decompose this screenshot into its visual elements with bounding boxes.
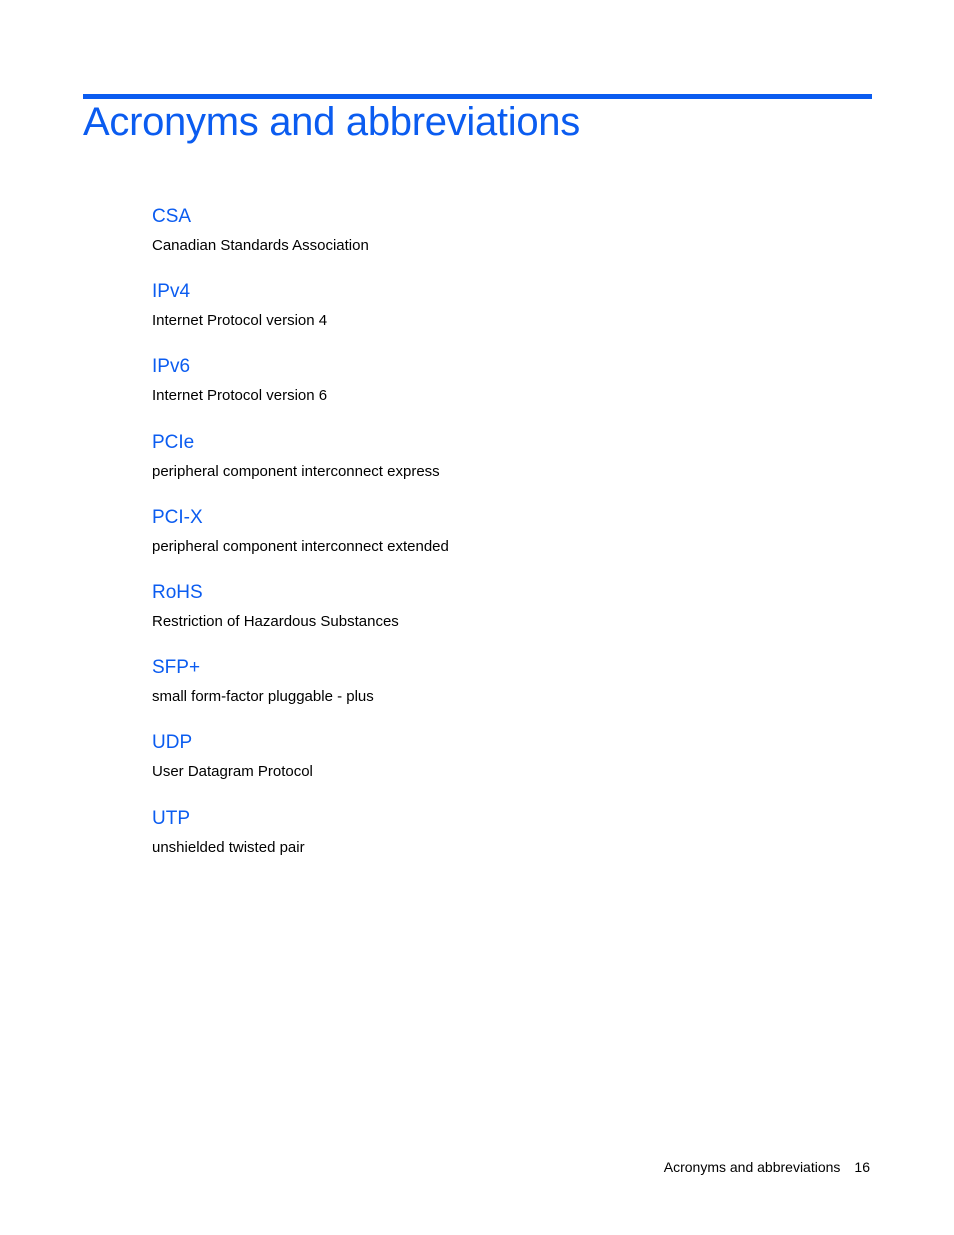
acronym-term: PCI-X (152, 506, 203, 528)
acronym-entry (152, 205, 852, 280)
acronym-definition: peripheral component interconnect extended (152, 537, 449, 555)
acronym-term: UTP (152, 807, 190, 829)
page-title: Acronyms and abbreviations (83, 100, 580, 144)
acronym-term: IPv4 (152, 281, 191, 303)
acronym-term: PCIe (152, 431, 195, 453)
acronym-term: IPv6 (152, 356, 191, 378)
acronym-definition: peripheral component interconnect express (152, 462, 440, 480)
acronym-term: RoHS (152, 581, 203, 603)
acronym-entry (152, 731, 852, 806)
acronym-definition: Internet Protocol version 4 (152, 312, 328, 330)
acronym-term: SFP+ (152, 657, 201, 679)
acronym-definition: Restriction of Hazardous Substances (152, 612, 399, 630)
acronym-entry (152, 581, 852, 656)
acronym-entry (152, 807, 852, 882)
acronym-definition: Internet Protocol version 6 (152, 387, 328, 405)
acronym-definition: unshielded twisted pair (152, 838, 305, 856)
acronym-entry (152, 355, 852, 430)
acronym-entry (152, 506, 852, 581)
acronym-definition: Canadian Standards Association (152, 237, 369, 254)
acronym-definition: User Datagram Protocol (152, 763, 313, 781)
title-rule (83, 94, 872, 99)
acronym-definition: small form-factor pluggable - plus (152, 688, 374, 706)
acronym-term: UDP (152, 732, 193, 754)
acronym-list (152, 205, 852, 882)
acronym-term: CSA (152, 206, 192, 227)
acronym-entry (152, 280, 852, 355)
page-footer (664, 1157, 870, 1177)
acronym-entry (152, 431, 852, 506)
acronym-entry (152, 656, 852, 731)
footer-page-number: 16 (854, 1159, 870, 1175)
footer-section-title: Acronyms and abbreviations (663, 1159, 841, 1175)
